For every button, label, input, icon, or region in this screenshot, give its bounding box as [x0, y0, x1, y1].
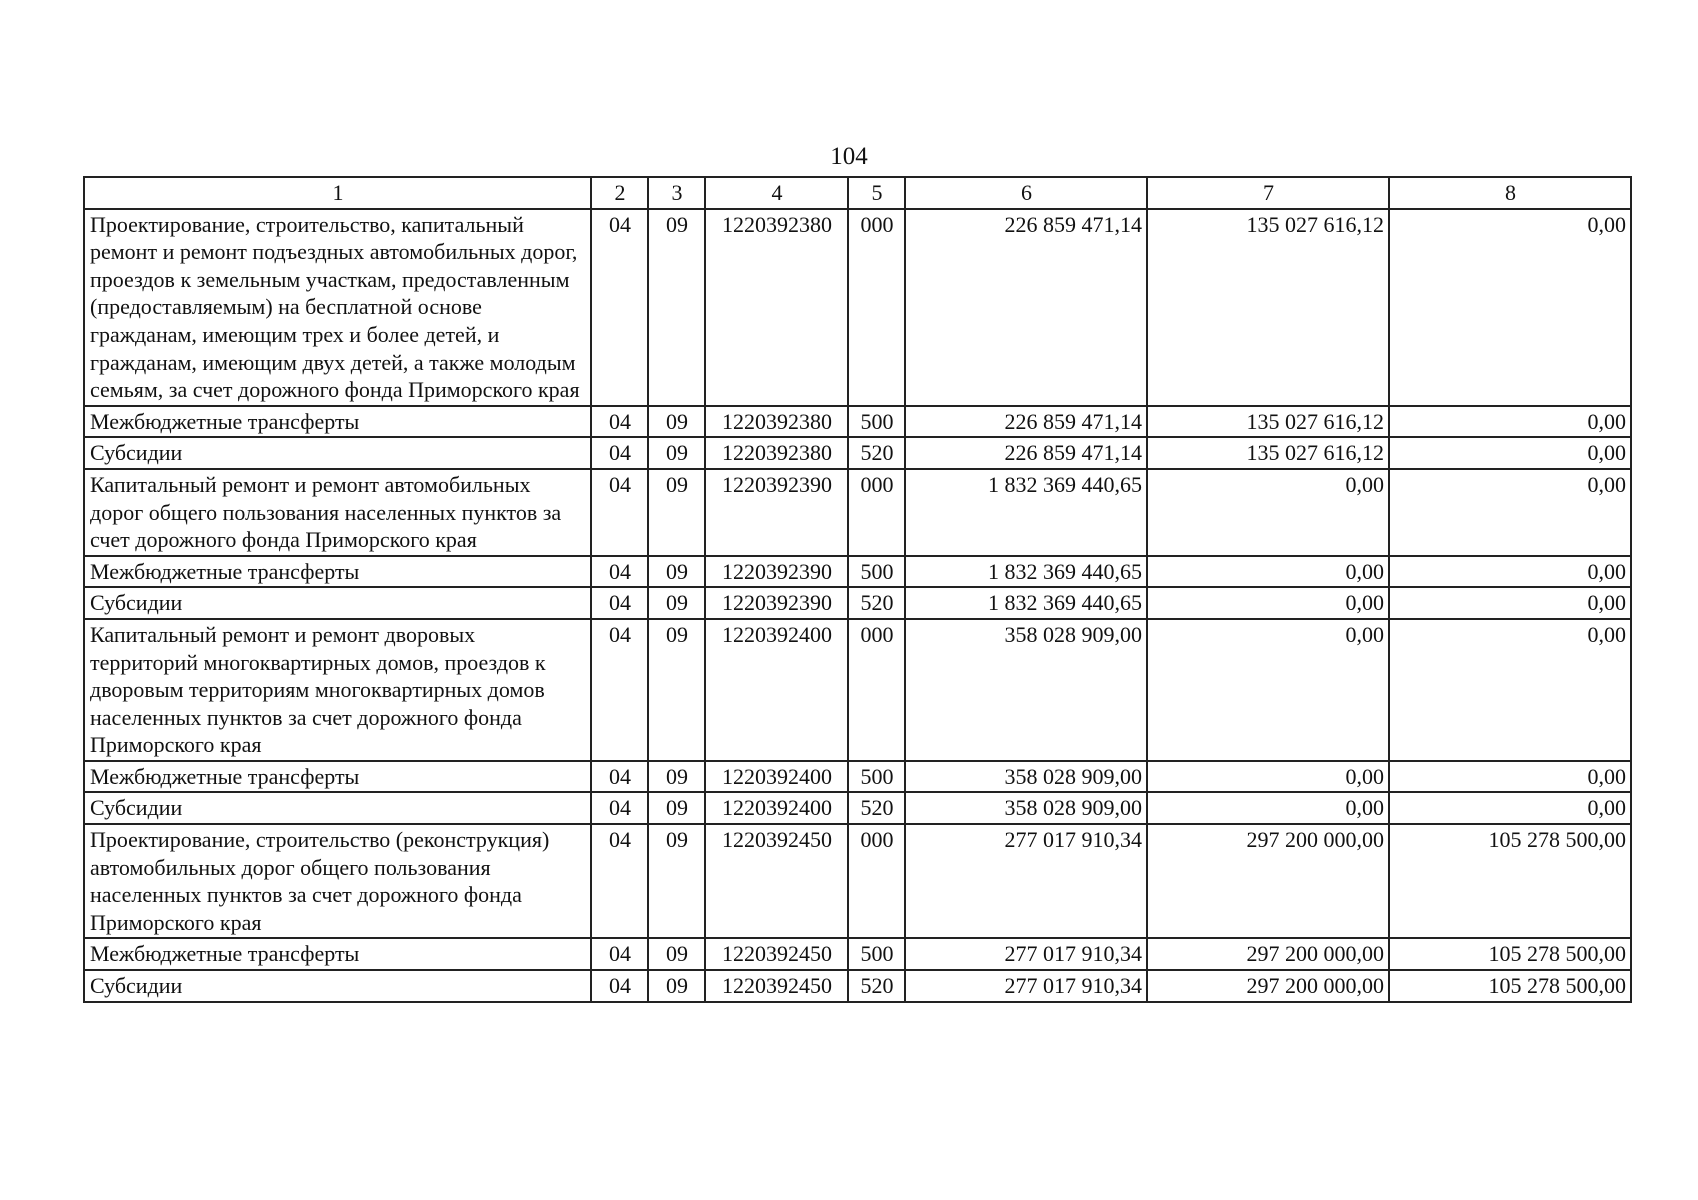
expense-type-code: 500 — [848, 406, 905, 438]
amount-year-3: 0,00 — [1389, 587, 1631, 619]
row-description: Проектирование, строительство (реконструкция) автомобильных дорог общего пользования населенных пунктов за счет дорожного фонда Приморского края — [84, 824, 591, 938]
amount-year-3: 105 278 500,00 — [1389, 938, 1631, 970]
amount-year-1: 1 832 369 440,65 — [905, 587, 1147, 619]
table-row — [84, 792, 1631, 824]
budget-table — [83, 176, 1632, 1003]
table-row — [84, 556, 1631, 588]
amount-year-2: 297 200 000,00 — [1147, 970, 1389, 1002]
amount-year-2: 0,00 — [1147, 761, 1389, 793]
column-header: 3 — [648, 177, 705, 209]
amount-year-3: 0,00 — [1389, 761, 1631, 793]
amount-year-1: 277 017 910,34 — [905, 824, 1147, 938]
subsection-code: 09 — [648, 406, 705, 438]
column-header: 2 — [591, 177, 648, 209]
column-header: 8 — [1389, 177, 1631, 209]
amount-year-3: 0,00 — [1389, 792, 1631, 824]
amount-year-3: 105 278 500,00 — [1389, 824, 1631, 938]
expense-type-code: 520 — [848, 587, 905, 619]
table-row — [84, 406, 1631, 438]
amount-year-2: 135 027 616,12 — [1147, 406, 1389, 438]
expense-type-code: 000 — [848, 619, 905, 761]
amount-year-3: 0,00 — [1389, 619, 1631, 761]
table-row — [84, 761, 1631, 793]
amount-year-2: 0,00 — [1147, 619, 1389, 761]
expense-type-code: 520 — [848, 792, 905, 824]
column-header: 5 — [848, 177, 905, 209]
subsection-code: 09 — [648, 469, 705, 556]
subsection-code: 09 — [648, 437, 705, 469]
expense-type-code: 500 — [848, 556, 905, 588]
target-article-code: 1220392450 — [705, 970, 848, 1002]
amount-year-3: 0,00 — [1389, 406, 1631, 438]
row-description: Проектирование, строительство, капитальный ремонт и ремонт подъездных автомобильных дорог, проездов к земельным участкам, предоставленным (предоставляемым) на бесплатной основе гражданам, имеющим трех и более детей, и гражданам, имеющим двух детей, а также молодым семьям, за счет дорожного фонда Приморского края — [84, 209, 591, 406]
section-code: 04 — [591, 938, 648, 970]
table-row — [84, 970, 1631, 1002]
amount-year-3: 0,00 — [1389, 556, 1631, 588]
section-code: 04 — [591, 587, 648, 619]
amount-year-1: 277 017 910,34 — [905, 938, 1147, 970]
expense-type-code: 000 — [848, 824, 905, 938]
amount-year-1: 1 832 369 440,65 — [905, 469, 1147, 556]
expense-type-code: 000 — [848, 469, 905, 556]
amount-year-2: 297 200 000,00 — [1147, 824, 1389, 938]
row-description: Субсидии — [84, 970, 591, 1002]
row-description: Межбюджетные трансферты — [84, 938, 591, 970]
amount-year-2: 135 027 616,12 — [1147, 209, 1389, 406]
row-description: Межбюджетные трансферты — [84, 556, 591, 588]
amount-year-1: 226 859 471,14 — [905, 406, 1147, 438]
target-article-code: 1220392380 — [705, 209, 848, 406]
amount-year-1: 358 028 909,00 — [905, 761, 1147, 793]
subsection-code: 09 — [648, 938, 705, 970]
row-description: Субсидии — [84, 792, 591, 824]
table-row — [84, 209, 1631, 406]
section-code: 04 — [591, 209, 648, 406]
subsection-code: 09 — [648, 970, 705, 1002]
table-row — [84, 938, 1631, 970]
target-article-code: 1220392450 — [705, 824, 848, 938]
section-code: 04 — [591, 824, 648, 938]
row-description: Субсидии — [84, 587, 591, 619]
amount-year-1: 226 859 471,14 — [905, 209, 1147, 406]
page-number: 104 — [830, 143, 868, 170]
expense-type-code: 520 — [848, 437, 905, 469]
column-header: 4 — [705, 177, 848, 209]
expense-type-code: 500 — [848, 938, 905, 970]
table-row — [84, 437, 1631, 469]
section-code: 04 — [591, 437, 648, 469]
target-article-code: 1220392380 — [705, 437, 848, 469]
section-code: 04 — [591, 619, 648, 761]
column-header: 6 — [905, 177, 1147, 209]
section-code: 04 — [591, 556, 648, 588]
subsection-code: 09 — [648, 556, 705, 588]
amount-year-1: 226 859 471,14 — [905, 437, 1147, 469]
amount-year-2: 0,00 — [1147, 587, 1389, 619]
section-code: 04 — [591, 406, 648, 438]
amount-year-3: 0,00 — [1389, 469, 1631, 556]
column-header: 7 — [1147, 177, 1389, 209]
target-article-code: 1220392400 — [705, 792, 848, 824]
amount-year-1: 1 832 369 440,65 — [905, 556, 1147, 588]
row-description: Субсидии — [84, 437, 591, 469]
amount-year-1: 277 017 910,34 — [905, 970, 1147, 1002]
subsection-code: 09 — [648, 587, 705, 619]
row-description: Капитальный ремонт и ремонт автомобильных дорог общего пользования населенных пунктов за счет дорожного фонда Приморского края — [84, 469, 591, 556]
target-article-code: 1220392400 — [705, 761, 848, 793]
amount-year-2: 0,00 — [1147, 469, 1389, 556]
target-article-code: 1220392390 — [705, 587, 848, 619]
table-row — [84, 619, 1631, 761]
target-article-code: 1220392390 — [705, 469, 848, 556]
subsection-code: 09 — [648, 619, 705, 761]
amount-year-3: 0,00 — [1389, 209, 1631, 406]
section-code: 04 — [591, 469, 648, 556]
table-header-row — [84, 177, 1631, 209]
row-description: Капитальный ремонт и ремонт дворовых территорий многоквартирных домов, проездов к дворовым территориям многоквартирных домов населенных пунктов за счет дорожного фонда Приморского края — [84, 619, 591, 761]
row-description: Межбюджетные трансферты — [84, 406, 591, 438]
subsection-code: 09 — [648, 792, 705, 824]
amount-year-2: 135 027 616,12 — [1147, 437, 1389, 469]
section-code: 04 — [591, 761, 648, 793]
table-row — [84, 469, 1631, 556]
subsection-code: 09 — [648, 824, 705, 938]
amount-year-2: 297 200 000,00 — [1147, 938, 1389, 970]
table-row — [84, 587, 1631, 619]
amount-year-1: 358 028 909,00 — [905, 619, 1147, 761]
amount-year-3: 0,00 — [1389, 437, 1631, 469]
amount-year-2: 0,00 — [1147, 792, 1389, 824]
subsection-code: 09 — [648, 209, 705, 406]
amount-year-3: 105 278 500,00 — [1389, 970, 1631, 1002]
amount-year-2: 0,00 — [1147, 556, 1389, 588]
expense-type-code: 500 — [848, 761, 905, 793]
amount-year-1: 358 028 909,00 — [905, 792, 1147, 824]
table-row — [84, 824, 1631, 938]
target-article-code: 1220392400 — [705, 619, 848, 761]
target-article-code: 1220392390 — [705, 556, 848, 588]
expense-type-code: 000 — [848, 209, 905, 406]
section-code: 04 — [591, 970, 648, 1002]
target-article-code: 1220392380 — [705, 406, 848, 438]
row-description: Межбюджетные трансферты — [84, 761, 591, 793]
target-article-code: 1220392450 — [705, 938, 848, 970]
column-header: 1 — [84, 177, 591, 209]
section-code: 04 — [591, 792, 648, 824]
expense-type-code: 520 — [848, 970, 905, 1002]
subsection-code: 09 — [648, 761, 705, 793]
